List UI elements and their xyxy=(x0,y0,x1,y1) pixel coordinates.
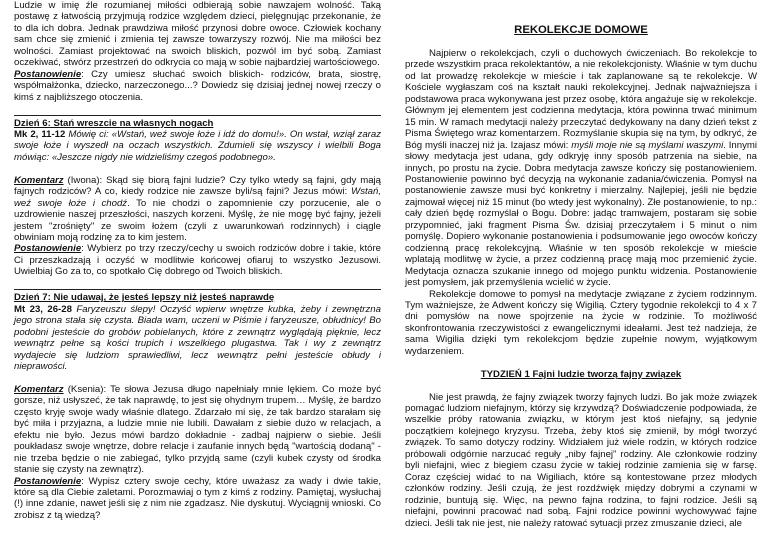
resolution-label: Postanowienie xyxy=(14,68,82,80)
resolution-label: Postanowienie xyxy=(14,243,82,255)
commentary-text: (Iwona): Skąd się biorą fajni ludzie? Czy tylko wtedy są fajni, gdy mają fajnych rodziców? A co, kiedy rodzice nie zawsze byli/są fajni? Jezus mówi: xyxy=(14,174,381,198)
day-6-resolution xyxy=(14,243,381,277)
day-6-header: Dzień 6: Stań wreszcie na własnych nogach xyxy=(14,117,214,129)
week-header-text: TYDZIEŃ 1 Fajni ludzie tworzą fajny związek xyxy=(480,368,682,380)
commentary-text-2: . To nie chodzi o zapomnienie czy porzucenie, ale o uzdrowienie naszej przeszłości, naszych korzeni. Myślę, że nie mogę być fajny, jeżeli jestem "zrośnięty" ze swoim łożem (czyli z uwarunkowań rodzinnych) i ciągle obwiniam moją rodzinę za to kim jestem. xyxy=(14,197,381,244)
divider xyxy=(14,115,381,116)
intro-paragraph-1 xyxy=(405,48,757,289)
week-paragraph: Nie jest prawdą, że fajny związek tworzy fajnych ludzi. Bo jak może związek pomagać ludziom niefajnym, którzy się krzywdzą? Doświadczenie podpowiada, że wszelkie próby ratowania związku, w którym jest ktoś niefajny, są jedynie początkiem kolejnego kryzysu. Trzeba, żeby ktoś się zmienił, by mógł tworzyć związek. To samo dotyczy rodziny. Widziałem już wiele rodzin, w których rodzice próbowali odgórnie narzucać reguły „niby fajnej” rodziny. Ale członkowie rodziny byli niefajni, wiec z biegiem czasu życie w takiej rodzinie zamienia się w farsę. Coraz częściej widać to na Wigiliach, które są kontestowane przez młodych członków rodziny. Jeśli czują, że jest rozdźwięk między dobrymi a czynami w rodzinie, buntują się. Więc, na pewno fajna rodzina, to fajni rodzice. Jeśli są niefajni, powinni pracować nad sobą. Fajni rodzice powinni wychowywać fajne dzieci. Jeśli tak nie jest, nie należy ratować sytuacji przez zmuszanie dzieci, ale xyxy=(405,391,757,529)
day-7-commentary xyxy=(14,384,381,476)
page-title: REKOLEKCJE DOMOWE xyxy=(514,24,648,36)
paragraph-text-2: . Innymi słowy medytacja jest udana, gdy odkryję inny sposób patrzenia na siebie, na innych, po prostu na życie. Dobra medytacja zawsze kończy się postanowieniem. Postanowienie powinno być decyzją na wykonanie zadania/ćwiczenia. Pomysł na postanowienie zawsze musi być konkretny i mierzalny. Najlepiej, jeśli nie będzie zajmował więcej niż 15 minut (bo wtedy jest wykonalny). Złe postanowienie, to np.: cały dzień będę rozmyślał o Bogu. Dobre: jadąc tramwajem, postaram się sobie przypomnieć, jaki fragment Pisma Św. dzisiaj przeczytałem i 5 minut o nim pomyślę. Dopiero wykonanie postanowienia i podsumowanie jego owoców kończy codzienną pracę rekolekcyjną. Właśnie w ten sposób rekolekcje w mieście wplatają modlitwę w życie, a przez codzienną pracę mają moc przemienić życie. Medytacja oznacza szukanie innego od mojego punktu widzenia. Postanowienie jest pomysłem, jak przemyślenia wcielić w życie. xyxy=(405,139,758,289)
resolution-text: : Wybierz po trzy rzeczy/cechy u swoich rodziców dobre i takie, które Ci przeszkadzają i oczyść w modlitwie końcowej ofiaruj to wszystko Jezusowi. Uwielbiaj Go za to, co spotkało Cię dobrego od Twoich bliskich. xyxy=(14,243,381,278)
paragraph-text: Najpierw o rekolekcjach, czyli o duchowych ćwiczeniach. Bo rekolekcje to przede wszystkim praca rekolektantów, a nie rekolekcjonisty. Właśnie w tym duchu od lat prowadzę rekolekcje w mieście i tak zaplanowane są te rekolekcje. W Kościele wygłaszam coś na kształt nauki rekolekcyjnej. Jednak najważniejsza i podstawowa praca wykonywana jest przez osobę, która angażuje się w rekolekcje. Głównym jej elementem jest codzienna medytacja, która powinna trwać minimum 15 min. W ramach medytacji należy przeczytać dedykowany na dany dzień tekst z Pisma Świętego wraz komentarzem. Rozmyślanie skupia się na tym, by odkryć, że Bóg myśli inaczej niż ja. Izajasz mówi: xyxy=(405,48,757,151)
day-7-quote: Faryzeuszu ślepy! Oczyść wpierw wnętrze kubka, żeby i zewnętrzna jego strona stała się czysta. Biada wam, uczeni w Piśmie i faryzeusze, obłudnicy! Bo podobni jesteście do grobów pobielanych, które z zewnątrz wyglądają pięknie, lecz wewnątrz pełne są kości trupich i wszelkiego plugastwa. Tak i wy z zewnątrz wydajecie się ludziom sprawiedliwi, lecz wewnątrz pełni jesteście obłudy i nieprawości. xyxy=(14,303,381,372)
day-6-reference: Mk 2, 11-12 xyxy=(14,128,66,140)
commentary-label: Komentarz xyxy=(14,383,64,395)
commentary-text: (Ksenia): Te słowa Jezusa długo napełniały mnie lękiem. Co może być gorsze, niż usłyszeć, że tak naprawdę, to jest się ohydnym trupem… Myślę, że bardzo często kryję swoje wady właśnie dlatego. Zdarzało mi się, że tak bardzo starałam się być miła i przyjazna, a ludzie mnie nie lubili. Dawałam z siebie dużo w relacjach, a efektu nie było. Jezus mówi bardzo dokładnie - zadbaj najpierw o siebie. Jeśli poukładasz swoje wnętrze, dobre relacje i zaufanie innych będą "wartością dodaną" - nie trzeba będzie o nie zabiegać, tylko przyjdą same (czyli kubek czysty od środka stanie się czysty na zewnątrz). xyxy=(14,383,381,476)
commentary-label: Komentarz xyxy=(14,174,64,186)
intro-resolution xyxy=(14,69,381,103)
resolution-label: Postanowienie xyxy=(14,475,82,487)
isaiah-quote: myśli moje nie są myślami waszymi xyxy=(571,139,724,151)
left-column xyxy=(14,0,381,521)
day-7-scripture xyxy=(14,304,381,373)
week-header xyxy=(405,369,757,380)
intro-paragraph xyxy=(14,0,381,69)
right-column xyxy=(405,0,757,529)
resolution-text: : Czy umiesz słuchać swoich bliskich- rodziców, brata, siostrę, współmałżonka, dziecko, narzeczonego...? Dowiedz się dzisiaj jednej nowej rzeczy o kimś z najbliższego otoczenia. xyxy=(14,68,381,103)
day-7-resolution xyxy=(14,476,381,522)
resolution-text: : Wypisz cztery swoje cechy, które uważasz za wady i dwie takie, które są dla Ciebie zaletami. Porozmawiaj o tym z kimś z rodziny. Pamiętaj, wysłuchaj (!) inne zdanie, nawet jeśli się z nim nie zgadzasz. Nie dyskutuj. Wyciągnij wnioski. Co zrobisz z tą wiedzą? xyxy=(14,475,381,521)
day-7-header: Dzień 7: Nie udawaj, że jesteś lepszy niż jesteś naprawdę xyxy=(14,292,275,304)
day-6-scripture xyxy=(14,129,381,163)
commentary-italic: Wstań, weź swoje łoże i chodź xyxy=(14,186,381,209)
intro-text: Ludzie w imię źle rozumianej miłości odbierają sobie nawzajem wolność. Taką postawę z łatwością przyjmują rodzice względem dzieci, pielęgnując przekonanie, że to dla ich dobra. Jednak prawdziwa miłość przynosi dobre owoce. Człowiek kochany sam chce się zmienić i zmienia tej zawsze towarzyszy rozwój. Nie ma miłości bez wolności. Zamiast projektować na swoich bliskich, pozwól im być sobą. Zamiast oczekiwać, stwórz przestrzeń do odkrycia co mają w sobie najbardziej wartościowego. xyxy=(14,0,381,69)
intro-paragraph-2: Rekolekcje domowe to pomysł na medytacje związane z życiem rodzinnym. Tym ważniejsze, że Adwent kończy się Wigilią. Cztery tygodnie rekolekcji to 4 x 7 dni pomysłów na nowe spojrzenie na życie w rodzinie. To możliwość skonfrontowania rzeczywistości z ewangelicznymi ideałami. Jest też nadzieja, że sama Wigilia dzięki tym rekolekcjom będzie zupełnie nowym, wyjątkowym wydarzeniem. xyxy=(405,288,757,357)
day-6-commentary xyxy=(14,175,381,244)
divider xyxy=(14,289,381,290)
day-7-reference: Mt 23, 26-28 xyxy=(14,303,72,315)
day-6-quote: Mówię ci: «Wstań, weź swoje łoże i idź do domu!». On wstał, wziął zaraz swoje łoże i wyszedł na oczach wszystkich. Zdumieli się wszyscy i wielbili Boga mówiąc: «Jeszcze nigdy nie widzieliśmy czegoś podobnego». xyxy=(14,128,381,163)
